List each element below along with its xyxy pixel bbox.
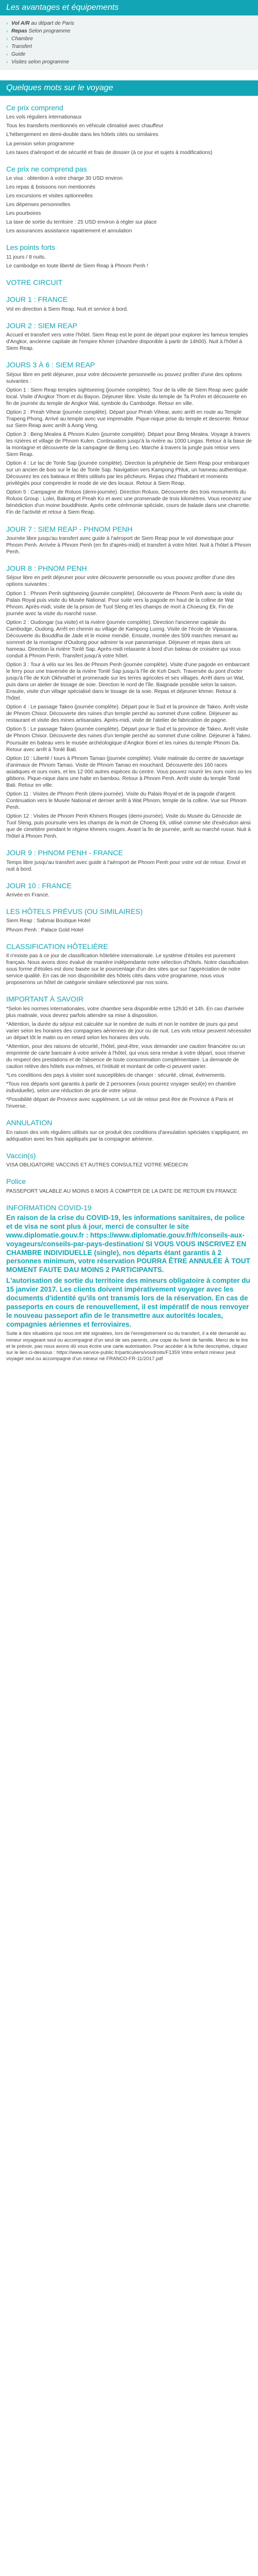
about-header: Quelques mots sur le voyage: [0, 80, 258, 96]
covid-lead: En raison de la crise du COVID-19, les informations sanitaires, de police et de visa ne sont plus à jour, merci de consulter le site www.diplomatie.gouv.fr : https://www.diplomatie.gouv.fr/fr/conseils-aux-voyageurs/conseils-par-pays-destination/ SI VOUS VOUS INSCRIVEZ EN CHAMBRE INDIVIDUELLE (single), nos départs étant garantis à 2 personnes minimum, votre réservation POURRA ÊTRE ANNULÉE À TOUT MOMENT FAUTE DAU MOINS 2 PARTICIPANTS.: [6, 1214, 250, 1274]
classification-paragraph: Il n'existe pas à ce jour de classification hôtelière internationale. Le système d'étoiles est purement français. Nous avons donc évalué de manière indépendante notre sélection d'hôtels. Notre classification sous forme d'étoiles est donc basée sur le pourcentage d'un des sites que sur l'appréciation de notre service qualité. En cas de non disponibilité des hôtels cités dans votre programme, nous vous proposerons un hôtel de catégorie similaire sélectionné par nos soins.: [6, 953, 249, 986]
important-paragraph: *Selon les normes internationales, votre chambre sera disponible entre 12h30 et 14h. En cas d'arrivée plus matinale, vous devrez parfois attendre sa mise à disposition.: [6, 1006, 244, 1019]
itinerary-day-paragraph: Temps libre jusqu'au transfert avec guide à l'aéroport de Phnom Penh pour votre vol de retour. Envol et nuit à bord.: [6, 859, 246, 872]
about-section-1-paragraph: Les pourboires: [6, 211, 41, 217]
advantage-text: Selon programme: [27, 28, 71, 34]
itinerary-day-paragraph: Option 2 : Preah Vihear (journée complète). Départ pour Preah Vihear, avec arrêt en route au Temple Trapeng Phong. Arrivé au temple avec vue imprenable. Pique-nique prise du temple et descente. Retour sur Siem Reap avec arrêt à Aong Veng.: [6, 409, 249, 429]
itinerary-day-paragraph: Vol en direction à Siem Reap. Nuit et service à bord.: [6, 306, 128, 312]
covid-title: INFORMATION COVID-19: [6, 1203, 92, 1212]
itinerary-day-paragraph: Option 12 : Visites de Phnom Penh Khmers Rouges (demi-journée). Visite du Musée du Génocide de Tuol Sleng, puis poursuite vers les champs de la mort de Choeng Ek, utilisé comme site d'exécution ainsi que de cimetière pendant le régime khmers rouges. Avant la fin de journée, arrêt au marché russe. Nuit à l'hôtel à Phnom Penh.: [6, 813, 251, 840]
important-paragraph: *Tous nos départs sont garantis à partir de 2 personnes (vous pourrez voyager seul(e) en chambre individuelle), selon une réduction de prix de votre séjour.: [6, 1081, 236, 1094]
about-section-1-paragraph: La taxe de sortie du territoire : 25 USD environ à régler sur place: [6, 219, 157, 226]
itinerary-day-paragraph: Option 2 : Oudongar (sa visite) et la rivière (journée complète). Direction l'ancienne capitale du Cambodge, Oudong. Arrêt en chemin au village de Kampong Luong. Visite de l'école de Vipassana. Découverte du Bouddha de Jade et le moine mendié. Ensuite, montée des 509 marches menant au sommet de la montagne d'Oudong pour admirer la vue panoramique. Déjeuner et repas dans un hameau. Direction la rivière Tonlé Sap. Après-midi relaxante à bord d'un bateau de croisière qui vous conduit à Phnom Penh. Transfert jusqu'à votre hôtel.: [6, 619, 241, 659]
itinerary-day-title: JOUR 9 : PHNOM PENH - FRANCE: [6, 849, 123, 857]
advantage-text: Visites selon programme: [11, 59, 69, 65]
itinerary-day-paragraph: Option 11 : Visites de Phnom Penh (demi-journée). Visite du Palais Royal et de la pagode d'argent. Continuation vers le Musée National et dernier arrêt à Wat Phnom, temple de la colline. Vue sur Phnom Penh.: [6, 791, 247, 810]
chevron-right-icon: ›: [6, 59, 8, 64]
chevron-right-icon: ›: [6, 52, 8, 57]
about-section-1-paragraph: Les assurances assistance rapatriement et annulation: [6, 228, 132, 234]
advantage-text: Transfert: [11, 44, 33, 49]
about-section-2-paragraph: Le cambodge en toute liberté de Siem Reap à Phnom Penh !: [6, 263, 149, 269]
covid-mid: L'autorisation de sortie du territoire des mineurs obligatoire à compter du 15 janvier 2017. Les clients doivent impérativement voyager avec les documents d'identité qu'ils ont transmis lors de la réservation. En cas de passeports en cours de renouvellement, il est impératif de nous renvoyer le nouveau passeport afin de le transmettre aux autorités locales, compagnies aériennes et ferroviaires.: [6, 1277, 250, 1328]
itinerary-day-title: JOUR 1 : FRANCE: [6, 295, 68, 304]
about-section-1-paragraph: Les repas & boissons non mentionnés: [6, 184, 95, 191]
important-paragraph: *Les conditions des pays à visiter sont susceptibles de changer : sécurité, climat, évènements.: [6, 1073, 226, 1079]
chevron-right-icon: ›: [6, 28, 8, 33]
important-paragraph: *Attention, la durée du séjour est calculée sur le nombre de nuits et non le nombre de jours qui peut varier selon les horaires des compagnies aériennes de jour ou de nuit. Les vols retour peuvent nécessiter un départ tôt le matin ou en retard selon les horaires des vols.: [6, 1021, 252, 1041]
about-section-0-paragraph: Les vols réguliers internationaux: [6, 114, 82, 121]
advantage-item: [6, 35, 252, 43]
about-section-1-paragraph: Les excursions et visites optionnelles: [6, 193, 93, 199]
itinerary-day-paragraph: Option 3 : Tour à vélo sur les îles de Phnom Penh (journée complète). Visite d'une pagode en embarcant le ferry pour une traversée de la rivière Tonlé Sap jusqu'à l'île de Koh Dach. Traversée du pont d'octer jusqu'à l'île de Koh Okhnathel et promenade sur les terres agricoles et ses villages. Arrêt dans un Wat, puis dans un atelier de tissage de soie. Direction le nord de l'île. Baignade possible selon la saison. Ensuite, visite d'un village spécialisé dans le tissage de la soie. Repas et déjeuner khmer. Retour à l'hôtel.: [6, 662, 250, 702]
chevron-right-icon: ›: [6, 21, 8, 26]
advantage-text: Chambre: [11, 36, 33, 42]
itinerary-day-paragraph: Journée libre jusqu'au transfert avec guide à l'aéroport de Siem Reap pour le vol domestique pour Phnom Penh. Arrivée à Phnom Penh (en fin d'après-midi) et transfert à votre hôtel. Nuit à l'hôtel à Phnom Penh.: [6, 535, 251, 555]
covid-tail: Suite à des situations qui nous ont été signalées, lors de l'enregistrement ou du transfert, il a été demandé au mineur voyageant seul ou accompagné d'un seul de ses parents, une copie du livret de famille. Merci de le lire et le prévoir, pas nous avons dû vous écrire une carte autorisation. Pour accéder à la fiche descriptive, cliquez sur le lien ci-dessous : https://www.service-public.fr/particuliers/vosdroits/F1359 Votre enfant mineur peut voyager seul ou accompagné d'un mineur né FRANCO-FR-11/2017.pdf: [6, 1331, 248, 1362]
advantage-label: Vol A/R: [11, 21, 30, 26]
itinerary-day-paragraph: Option 1 : Phnom Penh sightseeing (journée complète). Découverte de Phnom Penh avec la visite du Palais Royal puis visite du Musée National. Pour suite vers la pagode en haut de la colline de Wat Phnom. Après-midi, visite de la prison de Tuol Sleng et les champs de mort à Choeung Ek. Fin de journée avec la visite du marché russe.: [6, 590, 243, 617]
classification-title: CLASSIFICATION HÔTELIÈRE: [6, 942, 108, 951]
important-paragraph: *Attention, pour des raisons de sécurité, l'hôtel, peut-être, vous demander une caution financière ou un empreinte de carte bancaire à votre arrivée à l'hôtel, qui vous sera rendue à votre départ, sous réserve du respect des prestations et de l'absence de toute consommation complémentaire. La demande de caution relève des hôtels eux-mêmes, et l'intitulé et montant de celle-ci peuvent varier.: [6, 1043, 245, 1070]
about-section-2-title: Les points forts: [6, 243, 55, 252]
itinerary-day-paragraph: Séjour libre en petit déjeuner, pour votre découverte personnelle ou pouvez profiter d'une des options suivantes :: [6, 371, 242, 384]
advantage-item: [6, 50, 252, 58]
important-paragraph: *Possibilité départ de Province avec supplément. Le vol de retour peut être de Province à Paris et l'inverse.: [6, 1097, 234, 1110]
about-section-1-paragraph: Les dépenses personnelles: [6, 202, 71, 208]
chevron-right-icon: ›: [6, 36, 8, 41]
advantage-text: au départ de Paris: [29, 21, 74, 26]
cancellation-title: ANNULATION: [6, 1118, 53, 1127]
hotels-paragraph: Phnom Penh : Palace Gold Hotel: [6, 927, 84, 933]
police-paragraph: PASSEPORT VALABLE AU MOINS 6 MOIS À COMPTER DE LA DATE DE RETOUR EN FRANCE: [6, 1188, 237, 1194]
advantages-header: Les avantages et équipements: [0, 0, 258, 15]
itinerary-day-paragraph: Option 1 : Siem Reap temples sightseeing (journée complète). Tour de la ville de Siem Reap avec guide local. Visite d'Angkor Thom et du Bayon. Déjeuner libre. Visite du temple de Ta Prohm et découverte en fin de journée du temple de Angkor Wat, symbole du Cambodge. Retour en ville.: [6, 387, 248, 406]
itinerary-day-paragraph: Option 5 : Campagne de Roluos (demi-journée). Direction Roluos. Découverte des trois monuments du Roluos Group : Lolei, Bakong et Preah Ko et avec une promenade de trois kilomètres. Vous recevrez une bénédiction d'un moine bouddhiste. Après cette cérémonie spéciale, cours de balade dans une charrette. Fin de l'activité et retour à Siem Reap.: [6, 489, 252, 516]
itinerary-day-title: JOURS 3 À 6 : SIEM REAP: [6, 361, 95, 369]
advantage-item: [6, 43, 252, 50]
advantage-item: [6, 20, 252, 27]
about-section-1-paragraph: Le visa : obtention à votre charge 30 USD environ: [6, 176, 123, 182]
itinerary-title: VOTRE CIRCUIT: [6, 278, 62, 286]
cancellation-paragraph: En raison des vols réguliers utilisés sur ce produit des conditions d'annulation spéciales s'appliquent, en adéquation avec les frais appliqués par la compagnie aérienne.: [6, 1129, 248, 1142]
itinerary-day-title: JOUR 7 : SIEM REAP - PHNOM PENH: [6, 524, 133, 533]
about-section-0-title: Ce prix comprend: [6, 104, 63, 112]
important-title: IMPORTANT À SAVOIR: [6, 995, 84, 1004]
visa-paragraph: VISA OBLIGATOIRE VACCINS ET AUTRES CONSULTEZ VOTRE MÉDECIN: [6, 1162, 188, 1168]
visa-title: Vaccin(s): [6, 1151, 36, 1160]
itinerary-day-paragraph: Option 4 : Le passage Takeo (journée complète). Départ pour le Sud et la province de Takeo. Arrêt visite de Phnom Chisor. Découverte des ruines d'un temple perché au sommet d'une colline. Déjeuner au restaurant et visite des mines artisanales. Après-midi, visite de l'atelier de fabrication de pagne.: [6, 704, 249, 724]
itinerary-day-title: JOUR 2 : SIEM REAP: [6, 321, 77, 330]
itinerary-day-paragraph: Séjour libre en petit déjeuner pour votre découverte personnelle ou vous pouvez profiter d'une des options suivantes :: [6, 575, 235, 588]
advantage-item: [6, 27, 252, 35]
chevron-right-icon: ›: [6, 44, 8, 49]
hotels-title: LES HÔTELS PRÉVUS (OU SIMILAIRES): [6, 907, 143, 916]
advantage-label: Repas: [11, 28, 27, 34]
trip-content: [0, 96, 258, 1380]
itinerary-day-title: JOUR 8 : PHNOM PENH: [6, 564, 87, 573]
about-section-2-paragraph: 11 jours / 8 nuits.: [6, 254, 46, 260]
itinerary-day-paragraph: Option 4 : Le lac de Tonle Sap (journée complète). Direction la périphérie de Siem Reap pour embarquer sur un ancien de bois sur le lac de Tonle Sap. Navigation vers Kampong Phluk, un hameau authentique. Découvrez les ces bateaux et fêtés utilisés par les pêcheurs. Repas chez l'habitant et moments privilégiés pour comprendre le mode de vie des locaux. Retour à Siem Reap.: [6, 461, 250, 487]
advantage-item: [6, 58, 252, 66]
about-section-0-paragraph: La pension selon programme: [6, 141, 74, 147]
about-section-0-paragraph: L'hébergement en demi-double dans les hôtels cités ou similaires: [6, 132, 158, 138]
police-title: Police: [6, 1177, 26, 1186]
itinerary-day-title: JOUR 10 : FRANCE: [6, 881, 72, 890]
itinerary-day-paragraph: Arrivée en France.: [6, 892, 50, 899]
about-section-0-paragraph: Les taxes d'aéroport et de sécurité et frais de dossier (à ce jour et sujets à modifications): [6, 149, 213, 156]
itinerary-day-paragraph: Option 5 : Le passage Takeo (journée complète). Départ pour le Sud et la province de Takeo. Arrêt visite de Phnom Chisor. Découverte des ruines d'un temple perché au sommet d'une colline. Déjeuner à Takeo. Poursuite en bateau vers le musée archéologique d'Angkor Borei et les ruines du temple Phnom Da. Retour avec arrêt à Tonlé Bati.: [6, 726, 252, 753]
about-section-0-paragraph: Tous les transferts mentionnés en véhicule climatisé avec chauffeur: [6, 123, 164, 129]
hotels-paragraph: Siem Reap : Sabmai Boutique Hotel: [6, 918, 91, 924]
about-section-1-title: Ce prix ne comprend pas: [6, 164, 87, 173]
itinerary-day-paragraph: Option 3 : Beng Mealea & Phnom Kulen (journée complète). Départ pour Beng Mealea. Voyage à travers les rizières et village de Phnom Kulen. Continuation jusqu'à la rivière au 1000 Lingas. Retour à la base de la montagne et découverte de la campagne de Beng Leo. Marche à travers la jungle puis retour vers Siem Reap.: [6, 431, 252, 458]
advantage-text: Guide: [11, 52, 26, 57]
itinerary-day-paragraph: Accueil et transfert vers votre l'hôtel. Siem Reap est le point de départ pour explorer les fameux temples d'Angkor, ancienne capitale de l'empire Khmer (chambre disponible à partir de 14h00). Nuit à l'hôtel à Siem Reap.: [6, 332, 248, 352]
itinerary-day-paragraph: Option 10 : Liberté / tours à Phnom Tamao (journée complète). Visite matinale du centre de sauvetage d'animaux de Phnom Tamao. Visite de Phnom Tamao en mouchard. Découverte des 160 races asiatiques et ours noirs, et les 12 000 autres espèces du centre. Vous pouvez nourrir les ours noirs ou les gibbons. Pique-nique dans une halte en bambou. Retour à Phnom Penh. Arrêt visite du temple Tonlé Bati. Retour en ville.: [6, 755, 252, 788]
advantages-list: [0, 15, 258, 70]
